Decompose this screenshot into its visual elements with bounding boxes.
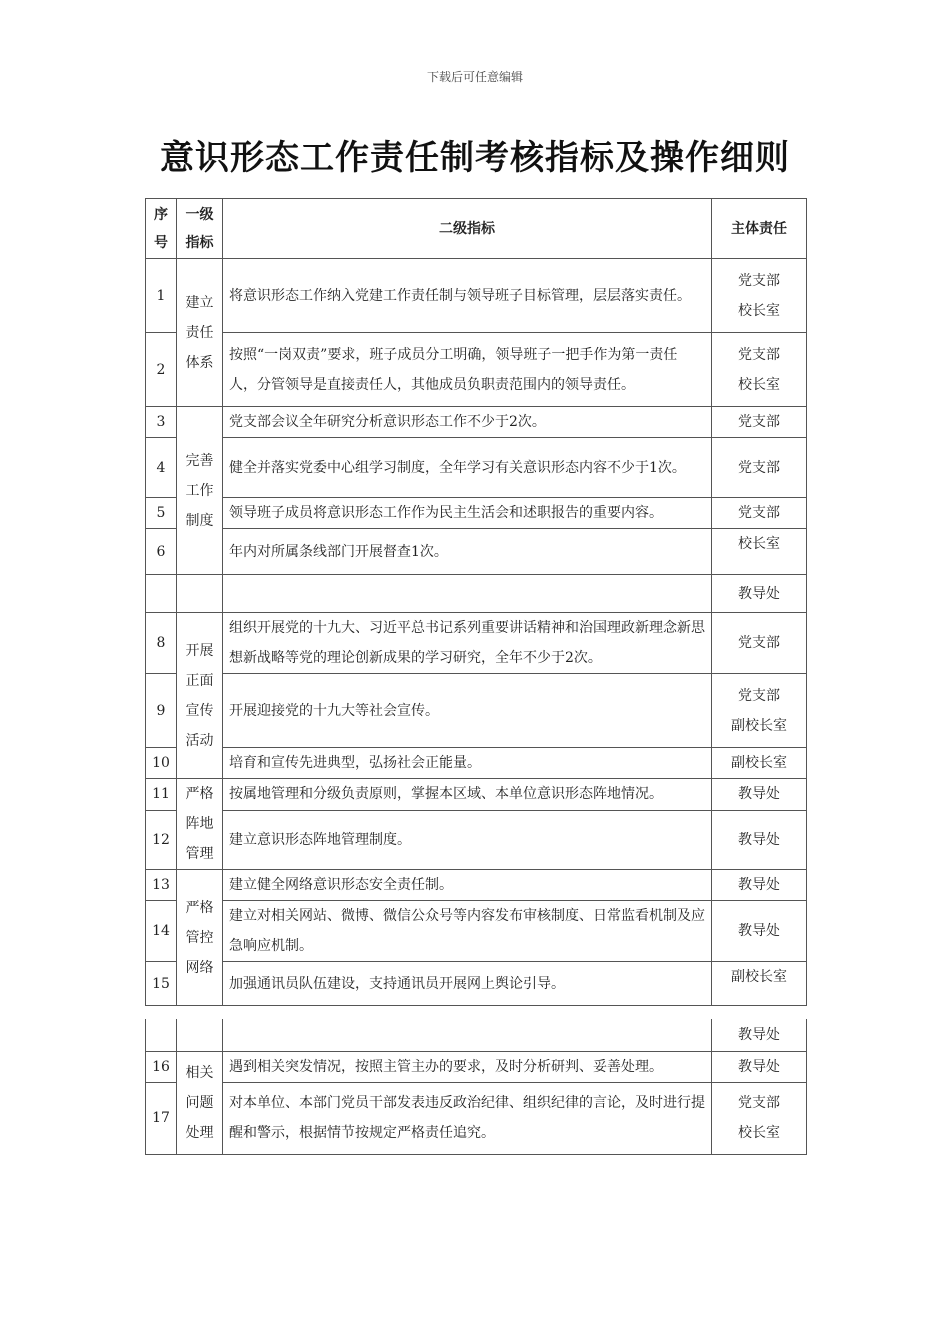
level1-line: 工作: [185, 482, 214, 499]
level1-empty: [177, 575, 223, 613]
responsible-unit: 党支部: [738, 346, 780, 363]
level2-text: 对本单位、本部门党员干部发表违反政治纪律、组织纪律的言论，及时进行提醒和警示，根据情节按规定严格责任追究。: [223, 1082, 712, 1154]
row-no: 14: [146, 901, 177, 962]
responsible-cell: [712, 333, 807, 407]
table-row: [146, 901, 807, 962]
header-level1: [177, 199, 223, 259]
responsible-unit: 校长室: [738, 302, 780, 319]
level1-line: 正面: [185, 672, 214, 689]
row-no: [146, 575, 177, 613]
level1-line: 管控: [185, 929, 214, 946]
table-header-row: [146, 199, 807, 259]
level2-text: 加强通讯员队伍建设，支持通讯员开展网上舆论引导。: [223, 962, 712, 1006]
responsible-cell: [712, 674, 807, 748]
level1-group: [177, 259, 223, 407]
row-no: 9: [146, 674, 177, 748]
row-no: [146, 1019, 177, 1051]
row-no: 8: [146, 613, 177, 674]
responsible-cell: 教导处: [712, 779, 807, 811]
row-no: 15: [146, 962, 177, 1006]
level1-line: 开展: [185, 642, 214, 659]
level1-line: 体系: [185, 354, 214, 371]
responsible-cell: 副校长室: [712, 748, 807, 779]
level2-text: 党支部会议全年研究分析意识形态工作不少于2次。: [223, 407, 712, 438]
indicator-table-continued: [145, 1019, 807, 1155]
row-no: 2: [146, 333, 177, 407]
row-no: 13: [146, 870, 177, 901]
responsible-unit: 党支部: [738, 687, 780, 704]
level1-group: [177, 613, 223, 779]
table-row: [146, 259, 807, 333]
row-no: 12: [146, 810, 177, 869]
responsible-cell: 校长室: [712, 529, 807, 575]
responsible-cell: 教导处: [712, 1019, 807, 1051]
indicator-table: [145, 198, 807, 1006]
row-no: 16: [146, 1051, 177, 1082]
responsible-cell: 教导处: [712, 901, 807, 962]
table-row: [146, 810, 807, 869]
level2-text: 按属地管理和分级负责原则，掌握本区域、本单位意识形态阵地情况。: [223, 779, 712, 811]
level1-line: 严格: [185, 899, 214, 916]
responsible-unit: 校长室: [738, 376, 780, 393]
top-note: 下载后可任意编辑: [426, 70, 523, 84]
responsible-cell: [712, 1082, 807, 1154]
level2-text: 培育和宣传先进典型，弘扬社会正能量。: [223, 748, 712, 779]
level1-line: 处理: [185, 1124, 214, 1141]
table-row: [146, 407, 807, 438]
responsible-cell: 党支部: [712, 438, 807, 498]
level2-text: 将意识形态工作纳入党建工作责任制与领导班子目标管理，层层落实责任。: [223, 259, 712, 333]
responsible-unit: 副校长室: [731, 717, 787, 734]
level1-line: 完善: [185, 452, 214, 469]
row-no: 11: [146, 779, 177, 811]
table-row: [146, 529, 807, 575]
level1-group: [177, 870, 223, 1006]
responsible-cell: 党支部: [712, 498, 807, 529]
level2-text: 开展迎接党的十九大等社会宣传。: [223, 674, 712, 748]
level2-text: 领导班子成员将意识形态工作作为民主生活会和述职报告的重要内容。: [223, 498, 712, 529]
table-row: [146, 333, 807, 407]
table-row: [146, 1082, 807, 1154]
responsible-cell: 党支部: [712, 407, 807, 438]
table-row: [146, 438, 807, 498]
level1-line: 相关: [185, 1064, 214, 1081]
level1-line: 活动: [185, 732, 214, 749]
row-no: 1: [146, 259, 177, 333]
table-row: [146, 962, 807, 1006]
table-row: [146, 1051, 807, 1082]
level1-line: 网络: [185, 959, 214, 976]
row-no: 10: [146, 748, 177, 779]
row-no: 4: [146, 438, 177, 498]
level2-text: 建立健全网络意识形态安全责任制。: [223, 870, 712, 901]
level1-line: 建立: [185, 294, 214, 311]
row-no: 17: [146, 1082, 177, 1154]
table-row: [146, 870, 807, 901]
level2-text: 组织开展党的十九大、习近平总书记系列重要讲话精神和治国理政新理念新思想新战略等党的理论创新成果的学习研究，全年不少于2次。: [223, 613, 712, 674]
header-responsible: 主体责任: [712, 199, 807, 259]
responsible-cell: 教导处: [712, 575, 807, 613]
level1-group: [177, 779, 223, 870]
level2-text: 健全并落实党委中心组学习制度，全年学习有关意识形态内容不少于1次。: [223, 438, 712, 498]
header-level1-text: 一级指标: [185, 206, 214, 251]
level2-text: [223, 575, 712, 613]
level2-text: [223, 1019, 712, 1051]
table-row: [146, 779, 807, 811]
row-no: 6: [146, 529, 177, 575]
responsible-cell: 教导处: [712, 810, 807, 869]
responsible-cell: 教导处: [712, 1051, 807, 1082]
responsible-cell: [712, 259, 807, 333]
level1-line: 阵地: [185, 816, 214, 832]
level1-line: 制度: [185, 512, 214, 529]
level1-line: 管理: [185, 846, 214, 862]
table-row: [146, 1019, 807, 1051]
level1-line: 严格: [185, 786, 214, 802]
header-no-text: 序号: [154, 206, 168, 251]
table-row: [146, 748, 807, 779]
responsible-cell: 党支部: [712, 613, 807, 674]
level1-group: [177, 407, 223, 575]
level1-line: 责任: [185, 324, 214, 341]
responsible-unit: 党支部: [738, 272, 780, 289]
row-no: 3: [146, 407, 177, 438]
responsible-cell: 副校长室: [712, 962, 807, 1006]
level1-line: 宣传: [185, 702, 214, 719]
responsible-cell: 教导处: [712, 870, 807, 901]
level1-line: 问题: [185, 1094, 214, 1111]
header-no: [146, 199, 177, 259]
level1-group: [177, 1051, 223, 1154]
responsible-unit: 党支部: [738, 1095, 780, 1111]
table-row: [146, 674, 807, 748]
level2-text: 按照“一岗双责”要求，班子成员分工明确，领导班子一把手作为第一责任人，分管领导是直接责任人，其他成员负职责范围内的领导责任。: [223, 333, 712, 407]
level2-text: 遇到相关突发情况，按照主管主办的要求，及时分析研判、妥善处理。: [223, 1051, 712, 1082]
level2-text: 建立意识形态阵地管理制度。: [223, 810, 712, 869]
level1-empty: [177, 1019, 223, 1051]
responsible-unit: 校长室: [738, 1125, 780, 1141]
table-row: [146, 498, 807, 529]
document-title: 意识形态工作责任制考核指标及操作细则: [160, 138, 790, 178]
row-no: 5: [146, 498, 177, 529]
table-row: [146, 613, 807, 674]
level2-text: 建立对相关网站、微博、微信公众号等内容发布审核制度、日常监看机制及应急响应机制。: [223, 901, 712, 962]
table-row: [146, 575, 807, 613]
header-level2: 二级指标: [223, 199, 712, 259]
level2-text: 年内对所属条线部门开展督查1次。: [223, 529, 712, 575]
